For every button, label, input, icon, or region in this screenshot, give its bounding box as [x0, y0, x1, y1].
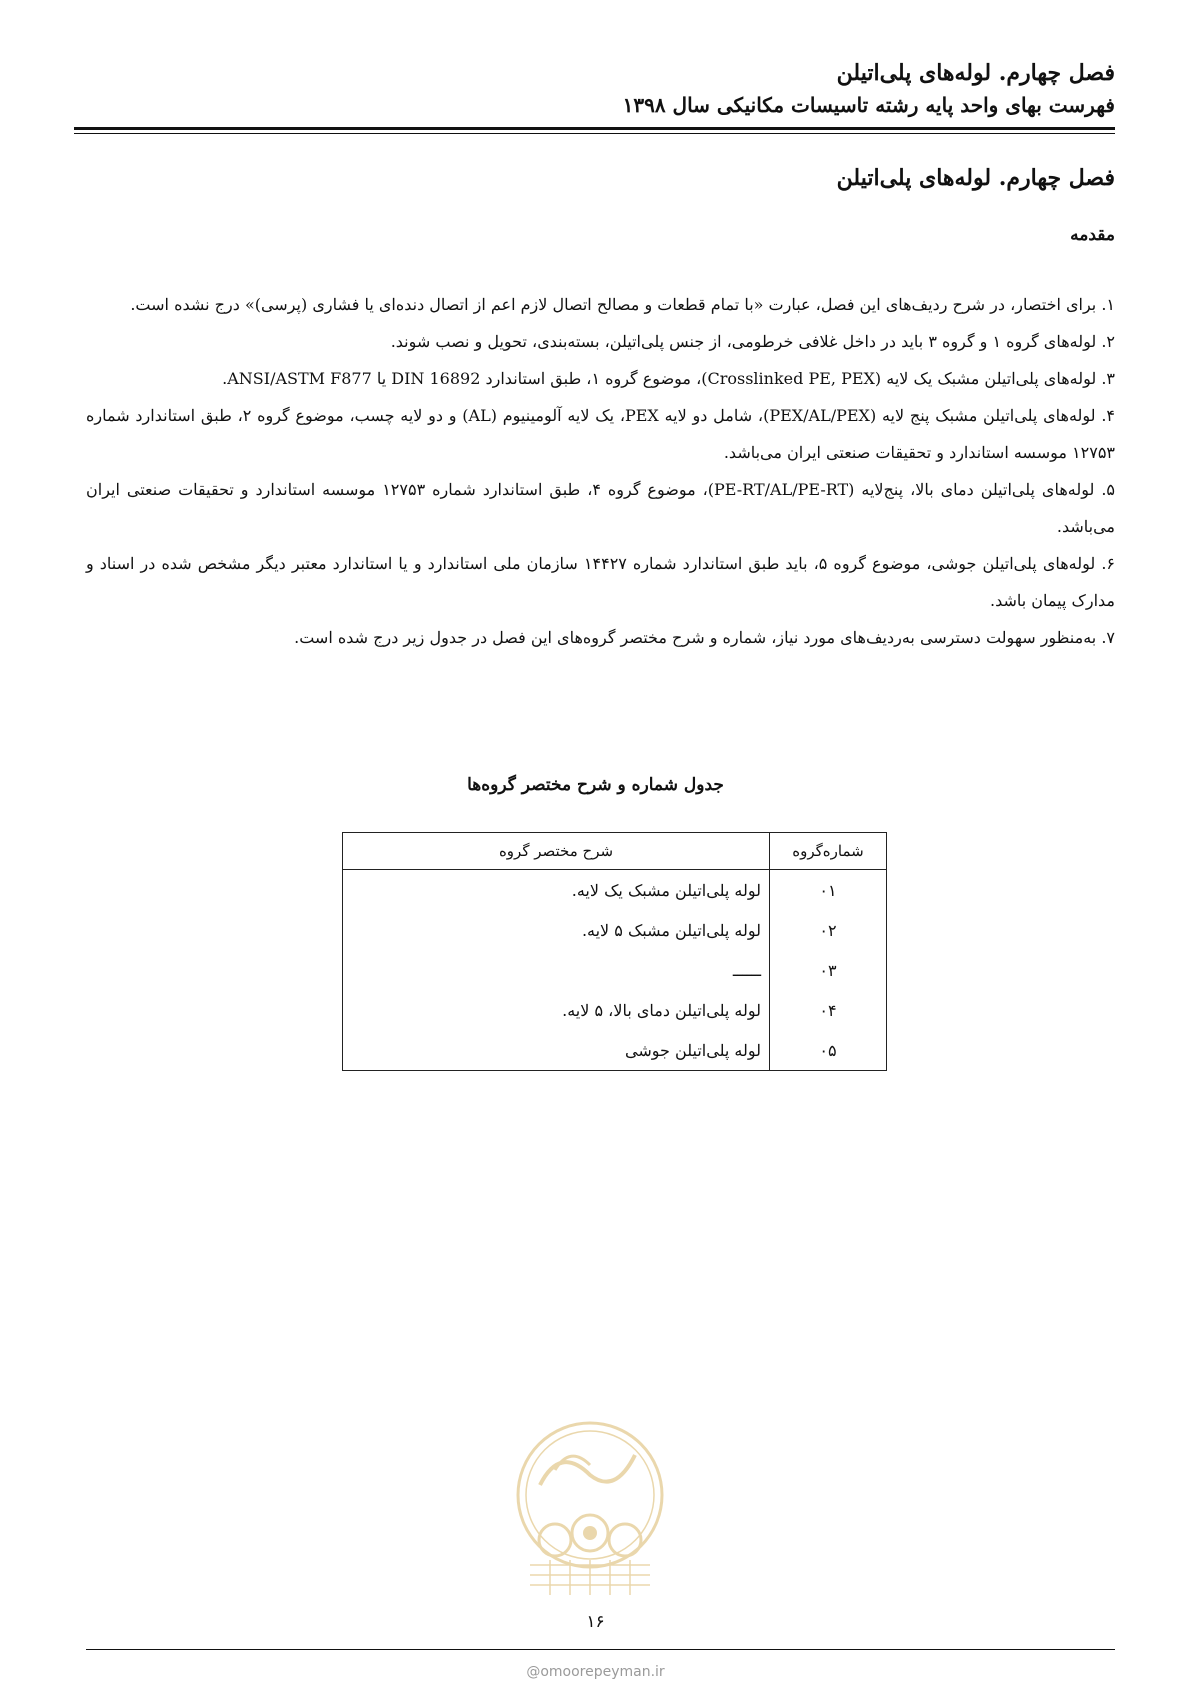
group-description: لوله پلی‌اتیلن دمای بالا، ۵ لایه. [343, 990, 770, 1030]
paragraph-3: ۳. لوله‌های پلی‌اتیلن مشبک یک لایه (Crosslinked PE, PEX)، موضوع گروه ۱، طبق استاندارد DIN 16892 یا ANSI/ASTM F877. [222, 369, 1115, 388]
intro-heading: مقدمه [1070, 225, 1115, 245]
chapter-title: فصل چهارم. لوله‌های پلی‌اتیلن [836, 165, 1115, 191]
table-row [343, 870, 887, 911]
group-number: ۰۲ [770, 910, 887, 950]
running-header [75, 58, 1115, 120]
group-number: ۰۴ [770, 990, 887, 1030]
paragraph-4: ۴. لوله‌های پلی‌اتیلن مشبک پنج لایه (PEX/AL/PEX)، شامل دو لایه PEX، یک لایه آلومینیوم (AL) و دو لایه چسب، موضوع گروه ۲، طبق استاندارد شماره ۱۲۷۵۳ موسسه استاندارد و تحقیقات صنعتی ایران می‌باشد. [86, 406, 1115, 462]
table-title: جدول شماره و شرح مختصر گروه‌ها [467, 775, 724, 795]
header-group-description: شرح مختصر گروه [343, 833, 770, 870]
table-row [343, 990, 887, 1030]
group-description: لوله پلی‌اتیلن جوشی [343, 1030, 770, 1071]
header-chapter: فصل چهارم. لوله‌های پلی‌اتیلن [836, 60, 1115, 86]
paragraph-5: ۵. لوله‌های پلی‌اتیلن دمای بالا، پنج‌لایه (PE-RT/AL/PE-RT)، موضوع گروه ۴، طبق استاندارد شماره ۱۲۷۵۳ موسسه استاندارد و تحقیقات صنعتی ایران می‌باشد. [86, 480, 1115, 536]
header-book-title: فهرست بهای واحد پایه رشته تاسیسات مکانیکی سال ۱۳۹۸ [622, 93, 1115, 117]
intro-paragraphs [86, 286, 1115, 656]
group-number: ۰۱ [770, 870, 887, 911]
footer-website: @omoorepeyman.ir [526, 1664, 665, 1680]
page-number: ۱۶ [586, 1612, 605, 1632]
group-description: لوله پلی‌اتیلن مشبک یک لایه. [343, 870, 770, 911]
paragraph-1: ۱. برای اختصار، در شرح ردیف‌های این فصل، عبارت «با تمام قطعات و مصالح اتصال لازم اعم از اتصال دنده‌ای یا فشاری (پرسی)» درج نشده است. [130, 295, 1115, 314]
watermark-logo-icon [510, 1415, 670, 1605]
paragraph-2: ۲. لوله‌های گروه ۱ و گروه ۳ باید در داخل غلافی خرطومی، از جنس پلی‌اتیلن، بسته‌بندی، تحویل و نصب شوند. [390, 332, 1115, 351]
group-description: ــــــ [343, 950, 770, 990]
table-row [343, 950, 887, 990]
group-description: لوله پلی‌اتیلن مشبک ۵ لایه. [343, 910, 770, 950]
paragraph-7: ۷. به‌منظور سهولت دسترسی به‌ردیف‌های مورد نیاز، شماره و شرح مختصر گروه‌های این فصل در جدول زیر درج شده است. [294, 628, 1115, 647]
paragraph-6: ۶. لوله‌های پلی‌اتیلن جوشی، موضوع گروه ۵، باید طبق استاندارد شماره ۱۴۴۲۷ سازمان ملی استاندارد و یا استاندارد معتبر دیگر مشخص شده در اسناد و مدارک پیمان باشد. [86, 554, 1115, 610]
table-row [343, 910, 887, 950]
table-header-row [343, 833, 887, 870]
header-group-number: شماره‌گروه [770, 833, 887, 870]
group-number: ۰۳ [770, 950, 887, 990]
header-rule-thick [74, 127, 1115, 130]
table-row [343, 1030, 887, 1071]
footer-rule [86, 1649, 1115, 1650]
group-number: ۰۵ [770, 1030, 887, 1071]
header-rule-thin [74, 133, 1115, 134]
groups-table [342, 832, 887, 1071]
